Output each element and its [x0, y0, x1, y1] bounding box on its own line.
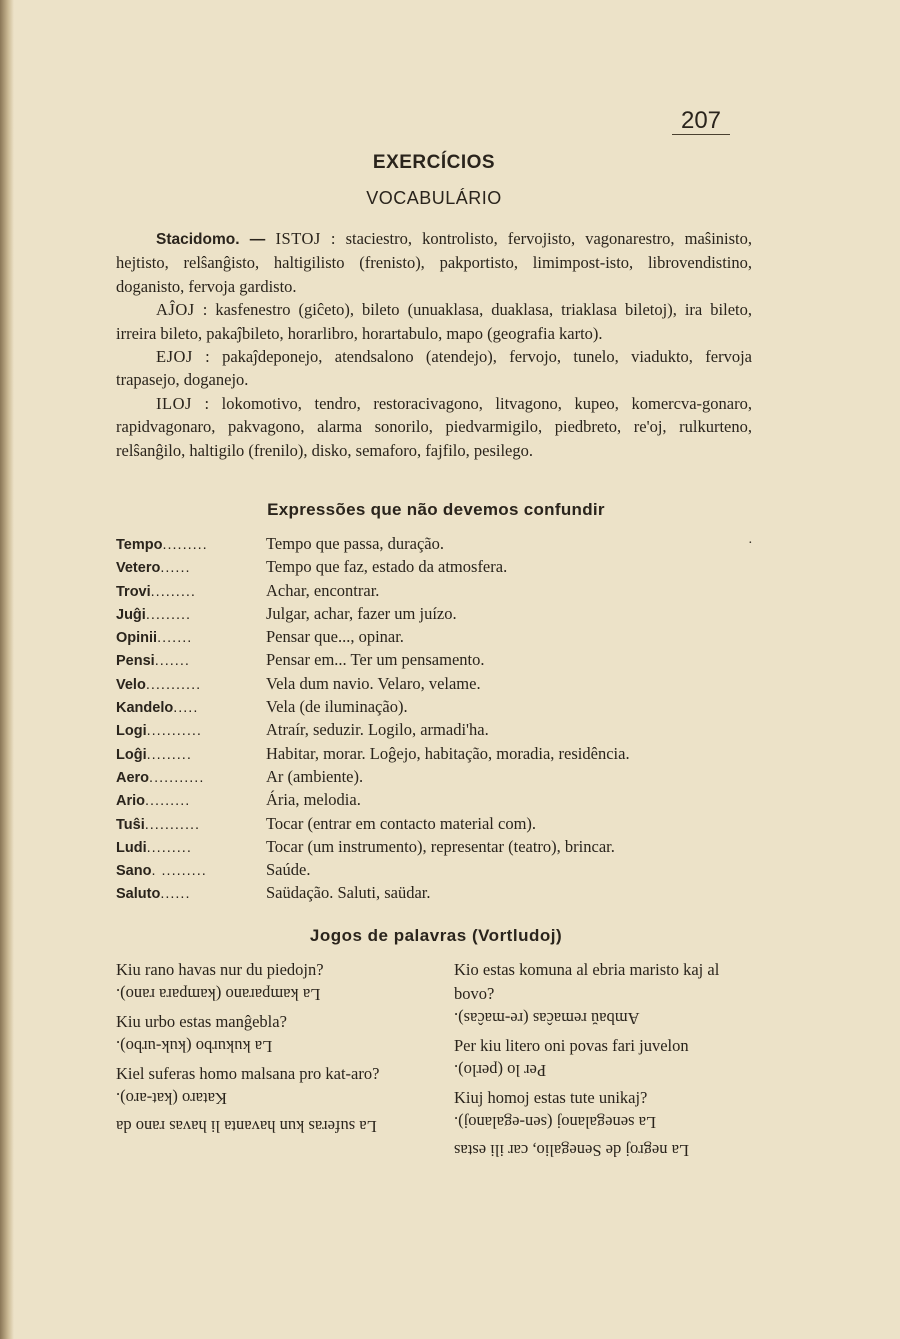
term-row [116, 581, 756, 604]
margin-dot: · [748, 536, 753, 551]
term-word [116, 653, 254, 669]
term-definition: Vela dum navio. Velaro, velame. [266, 673, 481, 693]
vocab-lead: Stacidomo. — [156, 231, 276, 248]
term-word [116, 886, 254, 902]
term-definition: Habitar, morar. Loĝejo, habitação, moradia, residência. [266, 743, 630, 763]
term-word-text: Opinii [116, 630, 158, 647]
term-row [116, 790, 756, 813]
heading-word-games: Jogos de palavras (Vortludoj) [309, 926, 563, 945]
term-definition: Saúde. [266, 860, 311, 880]
term-word [116, 700, 254, 716]
term-word [116, 747, 254, 763]
riddle-answer-inverted: La kamparano (kampara rano). [116, 985, 321, 1004]
term-row [116, 814, 756, 837]
term-dots: ......... [145, 793, 191, 810]
term-dots: ..... [173, 700, 199, 717]
term-word [116, 677, 254, 693]
term-word [116, 770, 254, 786]
term-row [116, 534, 756, 557]
term-definition: Tempo que faz, estado da atmosfera. [266, 557, 508, 577]
term-dots: ........... [149, 769, 205, 786]
riddle-answer-inverted: La kukurbo (kuk-urbo). [116, 1037, 273, 1056]
term-row [116, 604, 756, 627]
term-word [116, 817, 254, 833]
term-dots: ........... [144, 816, 201, 833]
riddle-question: Kiuj homoj estas tute unikaj? [454, 1088, 648, 1107]
riddle-question: Kiu rano havas nur du piedojn? [116, 960, 324, 979]
term-word [116, 607, 254, 623]
games-column-left [116, 958, 416, 1142]
vocab-text: : staciestro, kontrolisto, fervojisto, vagonarestro, maŝinisto, hejtisto, relŝanĝisto, haltigilisto (frenisto), pakportisto, limimpost-isto, librovendistino, doganisto, fervoja gardisto. [116, 229, 752, 296]
term-dots: ...... [160, 560, 191, 577]
term-row [116, 860, 756, 883]
term-definition: Ária, melodia. [266, 790, 361, 810]
games-column-right [454, 958, 754, 1166]
vocab-text: : lokomotivo, tendro, restoracivagono, litvagono, kupeo, komercva-gonaro, rapidvagonaro, pakvagono, alarma sonorilo, piedvarmigilo, piedbreto, re'oj, rulkurteno, relŝanĝilo, haltigilo (frenilo), disko, semaforo, fajfilo, pesilego. [116, 393, 752, 460]
term-word-text: Trovi [116, 583, 151, 600]
term-word-text: Juĝi [116, 606, 146, 623]
term-dots: ......... [150, 583, 196, 600]
vocab-category: ISTOJ [275, 229, 321, 248]
vocab-text: : pakaĵdeponejo, atendsalono (atendejo), fervojo, tunelo, viadukto, fervoja trapasejo, doganejo. [116, 347, 752, 390]
riddle-answer-inverted: La negroj de Senegalio, car ili estas [454, 1141, 690, 1160]
riddle-answer-inverted: Per lo (perlo). [454, 1061, 547, 1080]
term-row [116, 837, 756, 860]
riddle [454, 1086, 754, 1134]
term-dots: ....... [157, 630, 193, 647]
term-word-text: Aero [116, 769, 150, 786]
term-word [116, 584, 254, 600]
term-word-text: Tuŝi [116, 816, 145, 833]
riddle [454, 1138, 754, 1162]
vocab-category: EJOJ [156, 347, 193, 367]
term-row [116, 557, 756, 580]
riddle [116, 958, 416, 1006]
heading-exercicios: EXERCÍCIOS [372, 152, 496, 173]
riddle [116, 1010, 416, 1058]
term-dots: ....... [154, 653, 190, 670]
term-row [116, 650, 756, 673]
riddle [454, 1034, 754, 1082]
term-row [116, 767, 756, 790]
term-definition: Tocar (um instrumento), representar (teatro), brincar. [266, 836, 615, 856]
term-word-text: Tempo [116, 537, 163, 553]
term-word [116, 630, 254, 646]
term-dots: . ......... [151, 863, 207, 880]
vocab-paragraph-ejoj [116, 345, 752, 392]
riddle-answer-inverted: Ambaŭ remaĉas (re-maĉas). [454, 1009, 640, 1028]
riddle-answer-inverted: La suferas kun havanta li havas rano da [116, 1117, 377, 1136]
term-word-text: Velo [116, 676, 146, 693]
term-dots: ......... [146, 839, 192, 856]
term-row [116, 744, 756, 767]
riddle-question: Kiel suferas homo malsana pro kat-aro? [116, 1064, 380, 1083]
vocab-text: : kasfenestro (giĉeto), bileto (unuaklasa, duaklasa, triaklasa biletoj), ira bileto, irreira bileto, pakaĵbileto, horarlibro, horartabulo, mapo (geografia karto). [116, 300, 752, 343]
term-word-text: Loĝi [116, 746, 147, 763]
term-definition: Julgar, achar, fazer um juízo. [266, 603, 457, 623]
term-definition: Ar (ambiente). [266, 766, 364, 786]
term-word [116, 840, 254, 856]
riddle-answer-inverted: La senegalanoj (sen-egalanoj). [454, 1113, 657, 1132]
term-definition: Tempo que passa, duração. [266, 534, 444, 553]
term-word-text: Ludi [116, 839, 147, 856]
term-row [116, 883, 756, 906]
term-word [116, 723, 254, 739]
term-word-text: Vetero [116, 560, 161, 577]
term-word-text: Sano [116, 863, 152, 880]
riddle-answer-inverted: Kataro (kat-aro). [116, 1089, 227, 1108]
term-dots: ......... [162, 537, 208, 553]
term-word-text: Kandelo [116, 700, 174, 717]
vocab-paragraph-iloj [116, 392, 752, 462]
term-row [116, 674, 756, 697]
term-dots: ...... [160, 886, 191, 903]
vocab-category: ILOJ [156, 393, 192, 413]
term-word-text: Saluto [116, 886, 161, 903]
riddle [116, 1114, 416, 1138]
term-word-text: Ario [116, 793, 145, 810]
riddle [116, 1062, 416, 1110]
vocab-paragraph-ajoj [116, 298, 752, 345]
riddle-question: Kiu urbo estas manĝebla? [116, 1012, 287, 1031]
term-dots: ......... [146, 746, 192, 763]
vocabulary-section [116, 227, 752, 462]
term-definition: Pensar que..., opinar. [266, 627, 404, 647]
term-definition: Saüdação. Saluti, saüdar. [266, 883, 431, 903]
term-dots: ......... [145, 606, 192, 623]
term-row [116, 697, 756, 720]
term-definition: Achar, encontrar. [266, 580, 380, 600]
term-word [116, 537, 254, 553]
riddle [454, 958, 754, 1030]
page-number: 207 [672, 108, 730, 135]
term-row [116, 627, 756, 650]
term-word [116, 863, 254, 879]
term-definition: Atraír, seduzir. Logilo, armadi'ha. [266, 720, 489, 740]
term-definition: Vela (de iluminação). [266, 697, 408, 717]
term-definition: Tocar (entrar em contacto material com). [266, 813, 537, 833]
riddle-question: Kio estas komuna al ebria maristo kaj al bovo? [454, 960, 720, 1003]
heading-expressions: Expressões que não devemos confundir [267, 500, 605, 519]
term-word [116, 793, 254, 809]
term-dots: ........... [146, 723, 202, 740]
vocab-category: AĴOJ [156, 300, 195, 320]
heading-vocabulario: VOCABULÁRIO [366, 188, 502, 208]
term-definition: Pensar em... Ter um pensamento. [266, 650, 485, 670]
terms-list [116, 534, 756, 907]
term-word-text: Pensi [116, 653, 155, 670]
term-row [116, 720, 756, 743]
vocab-paragraph-istoj [116, 227, 752, 298]
term-word-text: Logi [116, 723, 147, 740]
term-word [116, 560, 254, 576]
term-dots: ........... [145, 676, 202, 693]
riddle-question: Per kiu litero oni povas fari juvelon [454, 1036, 689, 1055]
